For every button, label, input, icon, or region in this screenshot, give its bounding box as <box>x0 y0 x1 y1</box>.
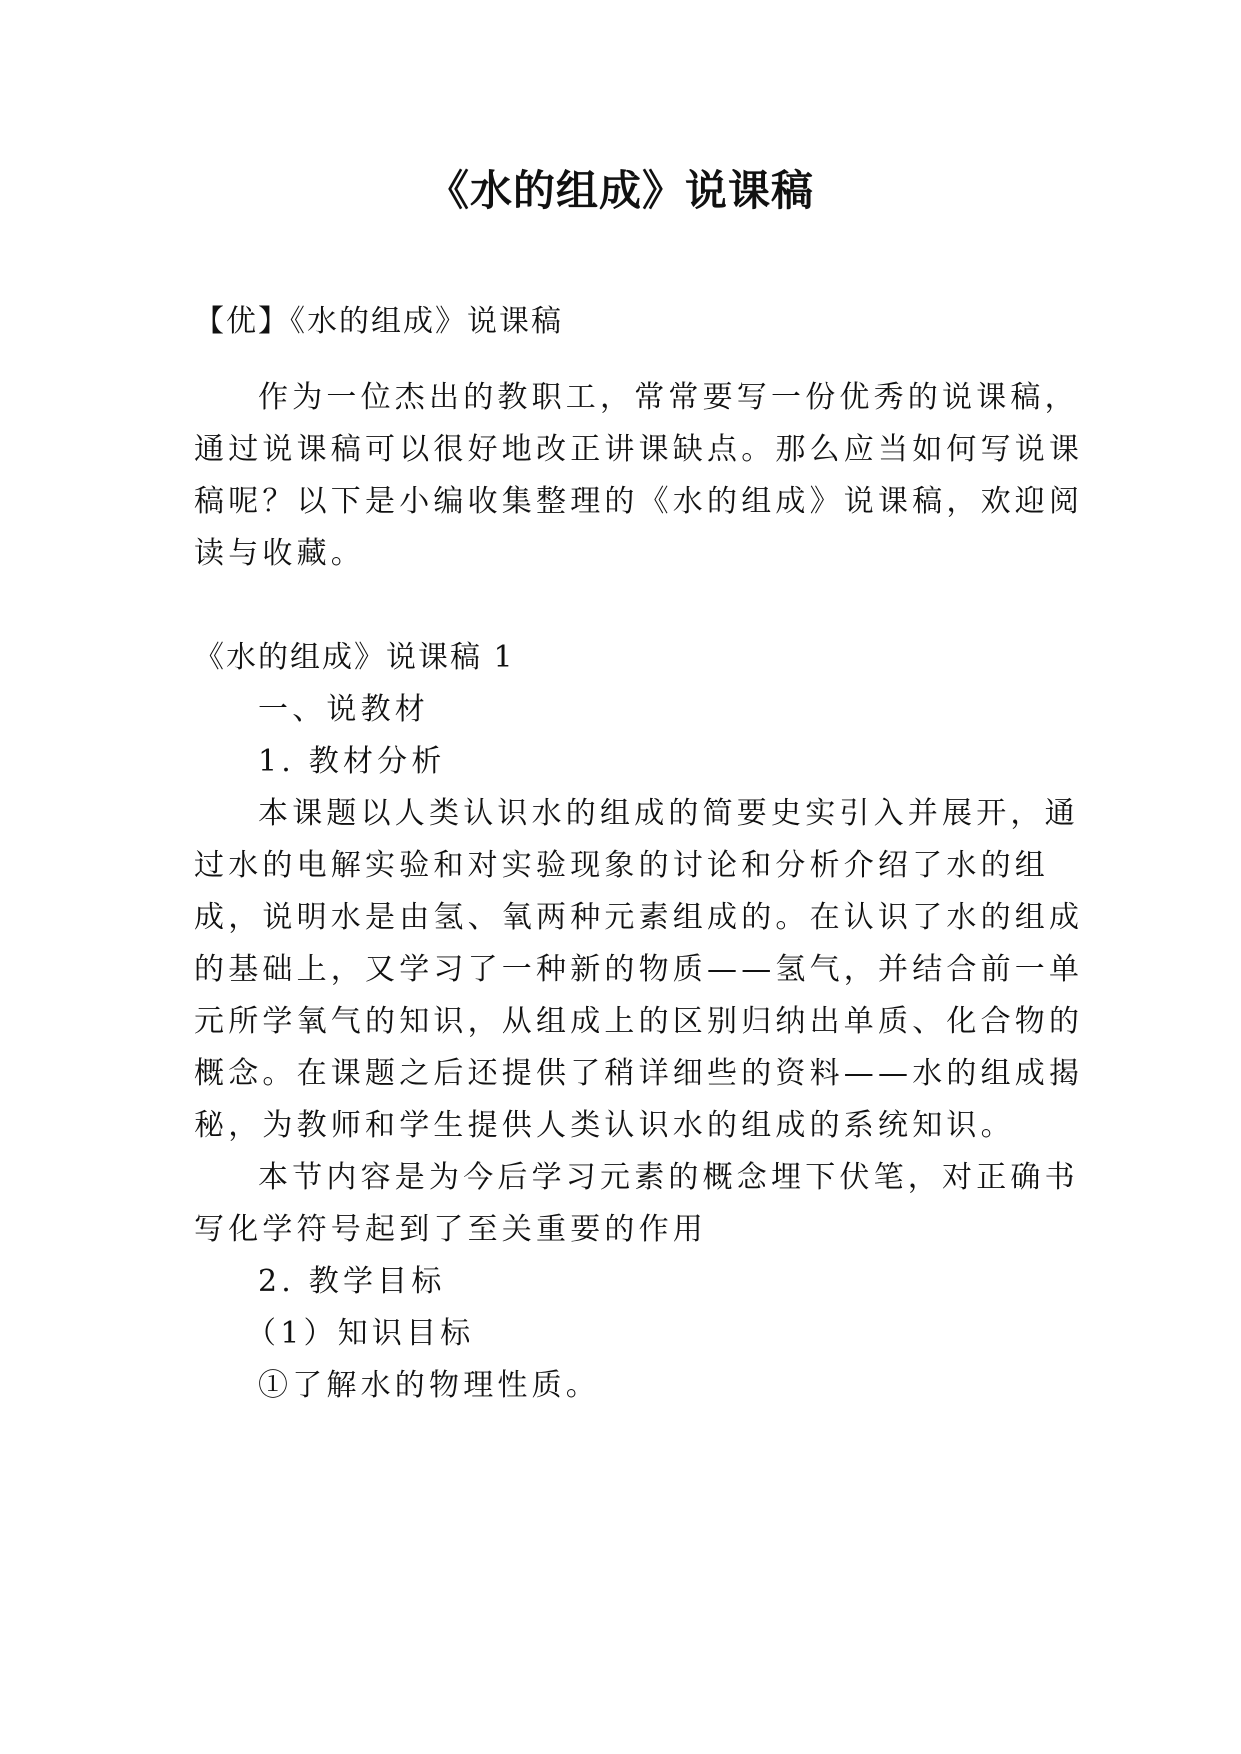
paragraph-line: 过水的电解实验和对实验现象的讨论和分析介绍了水的组 <box>194 848 1049 883</box>
page-title: 《水的组成》说课稿 <box>426 166 814 215</box>
intro-line: 作为一位杰出的教职工，常常要写一份优秀的说课稿， <box>258 380 1079 415</box>
paragraph-line: 本节内容是为今后学习元素的概念埋下伏笔，对正确书 <box>258 1160 1079 1195</box>
intro-line: 通过说课稿可以很好地改正讲课缺点。那么应当如何写说课 <box>194 432 1084 467</box>
list-item: ①了解水的物理性质。 <box>258 1368 600 1403</box>
heading-teaching-material: 一、说教材 <box>258 692 429 727</box>
paragraph-line: 写化学符号起到了至关重要的作用 <box>194 1212 707 1247</box>
heading-material-analysis: 1. 教材分析 <box>258 744 446 779</box>
paragraph-line: 概念。在课题之后还提供了稍详细些的资料——水的组成揭 <box>194 1056 1084 1091</box>
document-subtitle: 【优】《水的组成》说课稿 <box>194 304 563 339</box>
paragraph-line: 秘，为教师和学生提供人类认识水的组成的系统知识。 <box>194 1108 1015 1143</box>
paragraph-line: 元所学氧气的知识，从组成上的区别归纳出单质、化合物的 <box>194 1004 1084 1039</box>
paragraph-line: 的基础上，又学习了一种新的物质——氢气，并结合前一单 <box>194 952 1084 987</box>
intro-line: 读与收藏。 <box>194 536 365 571</box>
intro-line: 稿呢？以下是小编收集整理的《水的组成》说课稿，欢迎阅 <box>194 484 1084 519</box>
heading-teaching-goals: 2. 教学目标 <box>258 1264 446 1299</box>
paragraph-line: 本课题以人类认识水的组成的简要史实引入并展开，通 <box>258 796 1079 831</box>
paragraph-line: 成，说明水是由氢、氧两种元素组成的。在认识了水的组成 <box>194 900 1084 935</box>
heading-knowledge-goals: （1）知识目标 <box>246 1316 475 1351</box>
section-heading: 《水的组成》说课稿 1 <box>194 640 515 675</box>
